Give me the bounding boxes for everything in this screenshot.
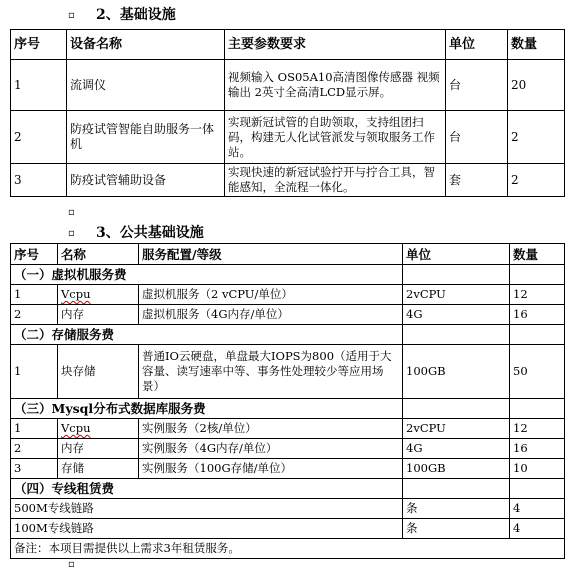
note-row xyxy=(11,539,565,559)
cell-name: 存储 xyxy=(58,459,139,479)
table-row xyxy=(11,305,565,325)
cell-qty: 4 xyxy=(510,519,565,539)
cell-qty: 16 xyxy=(510,305,565,325)
cell-unit: 2vCPU xyxy=(403,285,510,305)
empty-cell xyxy=(510,265,565,285)
cell-unit: 条 xyxy=(403,519,510,539)
cell-no: 1 xyxy=(11,285,58,305)
cell-qty: 4 xyxy=(510,499,565,519)
section-row-vm xyxy=(11,265,565,285)
section-2-title: 2、基础设施 xyxy=(96,7,176,23)
table-header-row xyxy=(11,244,565,265)
header-cell: 序号 xyxy=(11,244,58,265)
cell-no: 3 xyxy=(11,459,58,479)
bullet-icon: ▫ xyxy=(68,559,75,570)
section-title: （四）专线租赁费 xyxy=(11,479,403,499)
header-cell: 名称 xyxy=(58,244,139,265)
cell-name: 防疫试管辅助设备 xyxy=(67,164,225,197)
empty-cell xyxy=(510,399,565,419)
cell-config: 实例服务（100G存储/单位） xyxy=(139,459,403,479)
table-row xyxy=(11,439,565,459)
cell-name: 100M专线链路 xyxy=(11,519,403,539)
cell-name: 防疫试管智能自助服务一体机 xyxy=(67,111,225,164)
cell-name xyxy=(58,285,139,305)
cell-unit: 条 xyxy=(403,499,510,519)
cell-unit: 台 xyxy=(446,111,508,164)
section-title: （一）虚拟机服务费 xyxy=(11,265,403,285)
cell-qty: 2 xyxy=(508,164,565,197)
cell-params: 实现新冠试管的自助领取，支持组团扫码，构建无人化试管派发与领取服务工作站。 xyxy=(225,111,446,164)
header-cell: 数量 xyxy=(508,30,565,60)
section-3-title: 3、公共基础设施 xyxy=(96,225,204,241)
cell-qty: 12 xyxy=(510,419,565,439)
header-cell: 设备名称 xyxy=(67,30,225,60)
cell-config: 实例服务（4G内存/单位） xyxy=(139,439,403,459)
cell-config: 虚拟机服务（2 vCPU/单位） xyxy=(139,285,403,305)
header-cell: 序号 xyxy=(11,30,67,60)
table-row xyxy=(11,499,565,519)
header-cell: 单位 xyxy=(446,30,508,60)
cell-no: 2 xyxy=(11,111,67,164)
cell-no: 1 xyxy=(11,419,58,439)
cell-qty: 10 xyxy=(510,459,565,479)
cell-unit: 4G xyxy=(403,439,510,459)
empty-cell xyxy=(403,399,510,419)
table-row xyxy=(11,111,565,164)
cell-no: 1 xyxy=(11,345,58,399)
table-row xyxy=(11,285,565,305)
cell-name: 500M专线链路 xyxy=(11,499,403,519)
cell-name: 块存储 xyxy=(58,345,139,399)
cell-qty: 16 xyxy=(510,439,565,459)
note-text: 备注：本项目需提供以上需求3年租赁服务。 xyxy=(11,539,565,559)
cell-unit: 100GB xyxy=(403,345,510,399)
cell-name-text: Vcpu xyxy=(61,421,91,435)
table-row xyxy=(11,164,565,197)
section-row-lease xyxy=(11,479,565,499)
infrastructure-table xyxy=(10,29,565,197)
bullet-icon: ▫ xyxy=(68,207,75,218)
header-cell: 单位 xyxy=(403,244,510,265)
cell-unit: 4G xyxy=(403,305,510,325)
cell-no: 2 xyxy=(11,439,58,459)
cell-params: 实现快速的新冠试验拧开与拧合工具，智能感知，全流程一体化。 xyxy=(225,164,446,197)
cell-no: 2 xyxy=(11,305,58,325)
empty-cell xyxy=(403,325,510,345)
cell-unit: 套 xyxy=(446,164,508,197)
cell-name: 内存 xyxy=(58,439,139,459)
section-title: （三）Mysql分布式数据库服务费 xyxy=(11,399,403,419)
section-row-storage xyxy=(11,325,565,345)
header-cell: 数量 xyxy=(510,244,565,265)
cell-no: 3 xyxy=(11,164,67,197)
cell-unit: 2vCPU xyxy=(403,419,510,439)
cell-qty: 12 xyxy=(510,285,565,305)
cell-config: 实例服务（2核/单位） xyxy=(139,419,403,439)
header-cell: 主要参数要求 xyxy=(225,30,446,60)
cell-no: 1 xyxy=(11,60,67,111)
cell-name: 流调仪 xyxy=(67,60,225,111)
cell-unit: 台 xyxy=(446,60,508,111)
empty-cell xyxy=(510,479,565,499)
cell-config: 虚拟机服务（4G内存/单位） xyxy=(139,305,403,325)
empty-cell xyxy=(510,325,565,345)
bullet-icon: ▫ xyxy=(68,10,75,21)
cell-name: 内存 xyxy=(58,305,139,325)
bullet-icon: ▫ xyxy=(68,228,75,239)
empty-cell xyxy=(403,265,510,285)
cell-unit: 100GB xyxy=(403,459,510,479)
cell-name xyxy=(58,419,139,439)
table-row xyxy=(11,60,565,111)
empty-cell xyxy=(403,479,510,499)
section-title: （二）存储服务费 xyxy=(11,325,403,345)
table-row xyxy=(11,459,565,479)
cell-params: 视频输入 OS05A10高清图像传感器 视频输出 2英寸全高清LCD显示屏。 xyxy=(225,60,446,111)
cell-name-text: Vcpu xyxy=(61,287,91,301)
table-header-row xyxy=(11,30,565,60)
table-row xyxy=(11,345,565,399)
cell-qty: 2 xyxy=(508,111,565,164)
cell-qty: 20 xyxy=(508,60,565,111)
table-row xyxy=(11,519,565,539)
section-row-mysql xyxy=(11,399,565,419)
public-infrastructure-table xyxy=(10,243,565,559)
cell-qty: 50 xyxy=(510,345,565,399)
cell-config: 普通IO云硬盘，单盘最大IOPS为800（适用于大容量、读写速率中等、事务性处理较少等应用场景） xyxy=(139,345,403,399)
header-cell: 服务配置/等级 xyxy=(139,244,403,265)
table-row xyxy=(11,419,565,439)
